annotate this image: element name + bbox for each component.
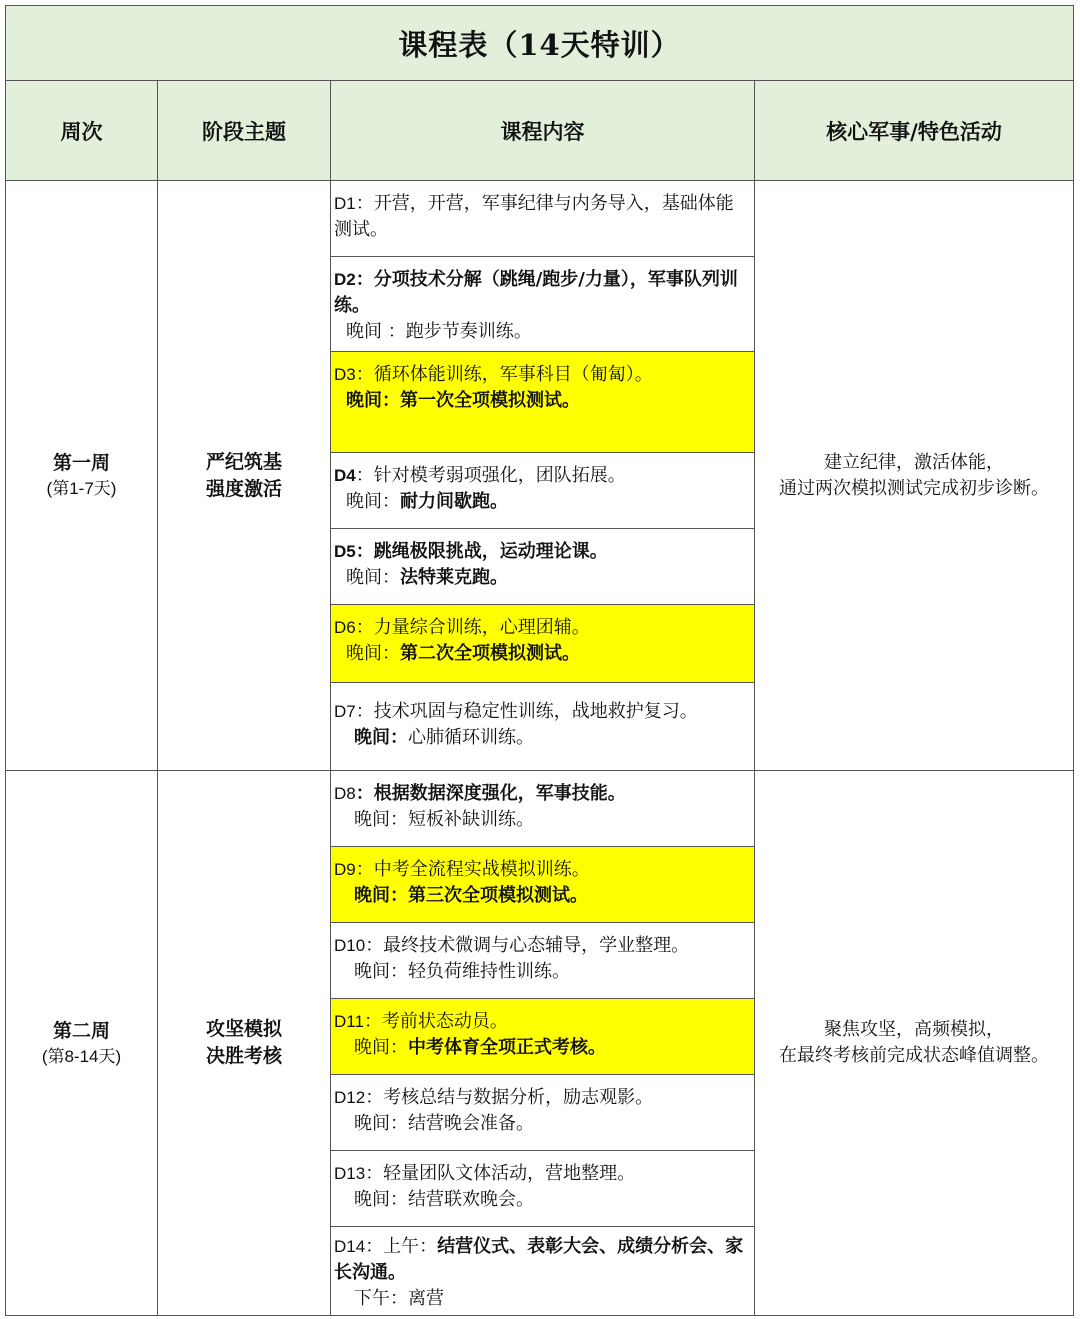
day-code: D2 (334, 270, 356, 289)
evening-text: 中考体育全项正式考核。 (408, 1037, 606, 1058)
day-evening (334, 565, 750, 591)
evening-label: 晚间： (354, 727, 408, 748)
evening-text: 第二次全项模拟测试。 (400, 643, 580, 664)
week-range: (第8-14天) (41, 1046, 122, 1066)
theme-cell (158, 181, 331, 770)
day-d12 (331, 1075, 754, 1151)
header-row (6, 81, 1073, 181)
day-code: D8 (334, 784, 356, 803)
day-text: ：考前状态动员。 (363, 1011, 508, 1032)
evening-label: 晚间： (354, 885, 408, 906)
day-text: ：开营，开营，军事纪律与内务导入，基础体能测试。 (334, 193, 734, 240)
evening-label: 晚间： (354, 1037, 408, 1058)
day-evening (334, 725, 750, 751)
day-code: D3 (334, 365, 356, 384)
core-line: 在最终考核前完成状态峰值调整。 (779, 1045, 1049, 1066)
week-cell (6, 181, 158, 770)
day-d14 (331, 1227, 754, 1315)
day-afternoon: 下午：离营 (354, 1288, 444, 1309)
day-d8 (331, 771, 754, 847)
day-code: D12 (334, 1088, 366, 1107)
header-theme: 阶段主题 (158, 81, 331, 180)
day-code: D6 (334, 618, 356, 637)
day-text: ：分项技术分解（跳绳/跑步/力量），军事队列训练。 (334, 269, 738, 316)
morning-label: ：上午： (365, 1236, 438, 1257)
evening-label: 晚间： (354, 1189, 408, 1210)
week-row-2 (6, 771, 1073, 1315)
evening-text: 第三次全项模拟测试。 (408, 885, 588, 906)
week-name: 第一周 (52, 452, 110, 474)
evening-text: 结营联欢晚会。 (408, 1189, 534, 1210)
theme-line: 强度激活 (205, 477, 282, 500)
schedule-table (5, 5, 1074, 1316)
days-column (331, 181, 755, 770)
evening-label: 晚间： (354, 809, 408, 830)
day-evening: 晚间 ：跑步节奏训练。 (346, 321, 532, 342)
evening-label: 晚间： (354, 961, 408, 982)
day-d5 (331, 529, 754, 605)
week-name: 第二周 (52, 1019, 110, 1042)
day-evening (334, 1035, 750, 1061)
day-code: D7 (334, 702, 356, 721)
day-code: D11 (334, 1012, 364, 1031)
evening-text: 心肺循环训练。 (408, 727, 534, 748)
week-cell (6, 771, 158, 1315)
evening-text: 法特莱克跑。 (400, 567, 508, 588)
day-code: D1 (334, 194, 356, 213)
day-evening (334, 807, 750, 833)
day-d6 (331, 605, 754, 683)
day-code: D10 (334, 936, 366, 955)
core-cell (755, 771, 1073, 1315)
day-text: ：循环体能训练，军事科目（匍匐）。 (355, 364, 653, 385)
day-d2 (331, 257, 754, 352)
day-d9 (331, 847, 754, 923)
header-core: 核心军事/特色活动 (826, 118, 1002, 144)
header-week: 周次 (6, 81, 158, 180)
evening-text: 结营晚会准备。 (408, 1113, 534, 1134)
day-text: ：力量综合训练，心理团辅。 (355, 617, 590, 638)
evening-text: 第一次全项模拟测试。 (400, 390, 580, 411)
day-code: D5 (334, 542, 356, 561)
evening-text: 耐力间歇跑。 (400, 491, 508, 512)
day-code: D4 (334, 466, 356, 485)
day-text: ：考核总结与数据分析，励志观影。 (365, 1087, 654, 1108)
day-evening (334, 388, 750, 414)
evening-label: 晚间： (346, 491, 400, 512)
week-row-1 (6, 181, 1073, 771)
day-text: ：最终技术微调与心态辅导，学业整理。 (365, 935, 690, 956)
day-text: ：轻量团队文体活动，营地整理。 (365, 1163, 636, 1184)
evening-label: 晚间： (346, 567, 400, 588)
table-title: 课程表（14天特训） (6, 6, 1073, 81)
day-code: D14 (334, 1237, 366, 1256)
day-evening (334, 1187, 750, 1213)
core-line: 通过两次模拟测试完成初步诊断。 (779, 477, 1049, 499)
header-content: 课程内容 (331, 81, 755, 180)
day-d13 (331, 1151, 754, 1227)
day-d3 (331, 352, 754, 453)
day-evening (334, 883, 750, 909)
day-d4 (331, 453, 754, 529)
evening-label: 晚间： (346, 390, 400, 411)
days-column (331, 771, 755, 1315)
day-d10 (331, 923, 754, 999)
theme-line: 决胜考核 (205, 1045, 282, 1067)
theme-line: 严纪筑基 (205, 450, 282, 473)
morning-text: 结营仪式、表彰大会、成绩分析会、家长沟通。 (334, 1236, 744, 1283)
core-line: 建立纪律，激活体能， (824, 451, 1004, 473)
day-d1 (331, 181, 754, 257)
theme-cell (158, 771, 331, 1315)
core-line: 聚焦攻坚，高频模拟， (824, 1019, 1004, 1040)
week-range: (第1-7天) (46, 479, 117, 498)
day-text: ：中考全流程实战模拟训练。 (355, 859, 590, 880)
day-evening (334, 489, 750, 515)
evening-label: 晚间： (354, 1113, 408, 1134)
day-code: D9 (334, 860, 356, 879)
evening-text: 短板补缺训练。 (408, 809, 534, 830)
day-d11 (331, 999, 754, 1075)
day-evening (334, 1111, 750, 1137)
evening-label: 晚间： (346, 643, 400, 664)
day-code: D13 (334, 1164, 366, 1183)
core-cell (755, 181, 1073, 770)
day-evening (334, 641, 750, 667)
day-text: ：跳绳极限挑战，运动理论课。 (355, 541, 608, 562)
evening-text: 轻负荷维持性训练。 (408, 961, 570, 982)
day-d7 (331, 683, 754, 770)
day-text: ：根据数据深度强化，军事技能。 (355, 783, 626, 804)
day-evening (334, 959, 750, 985)
theme-line: 攻坚模拟 (205, 1018, 282, 1040)
day-text: ：针对模考弱项强化，团队拓展。 (355, 465, 626, 486)
day-text: ：技术巩固与稳定性训练，战地救护复习。 (355, 701, 698, 722)
